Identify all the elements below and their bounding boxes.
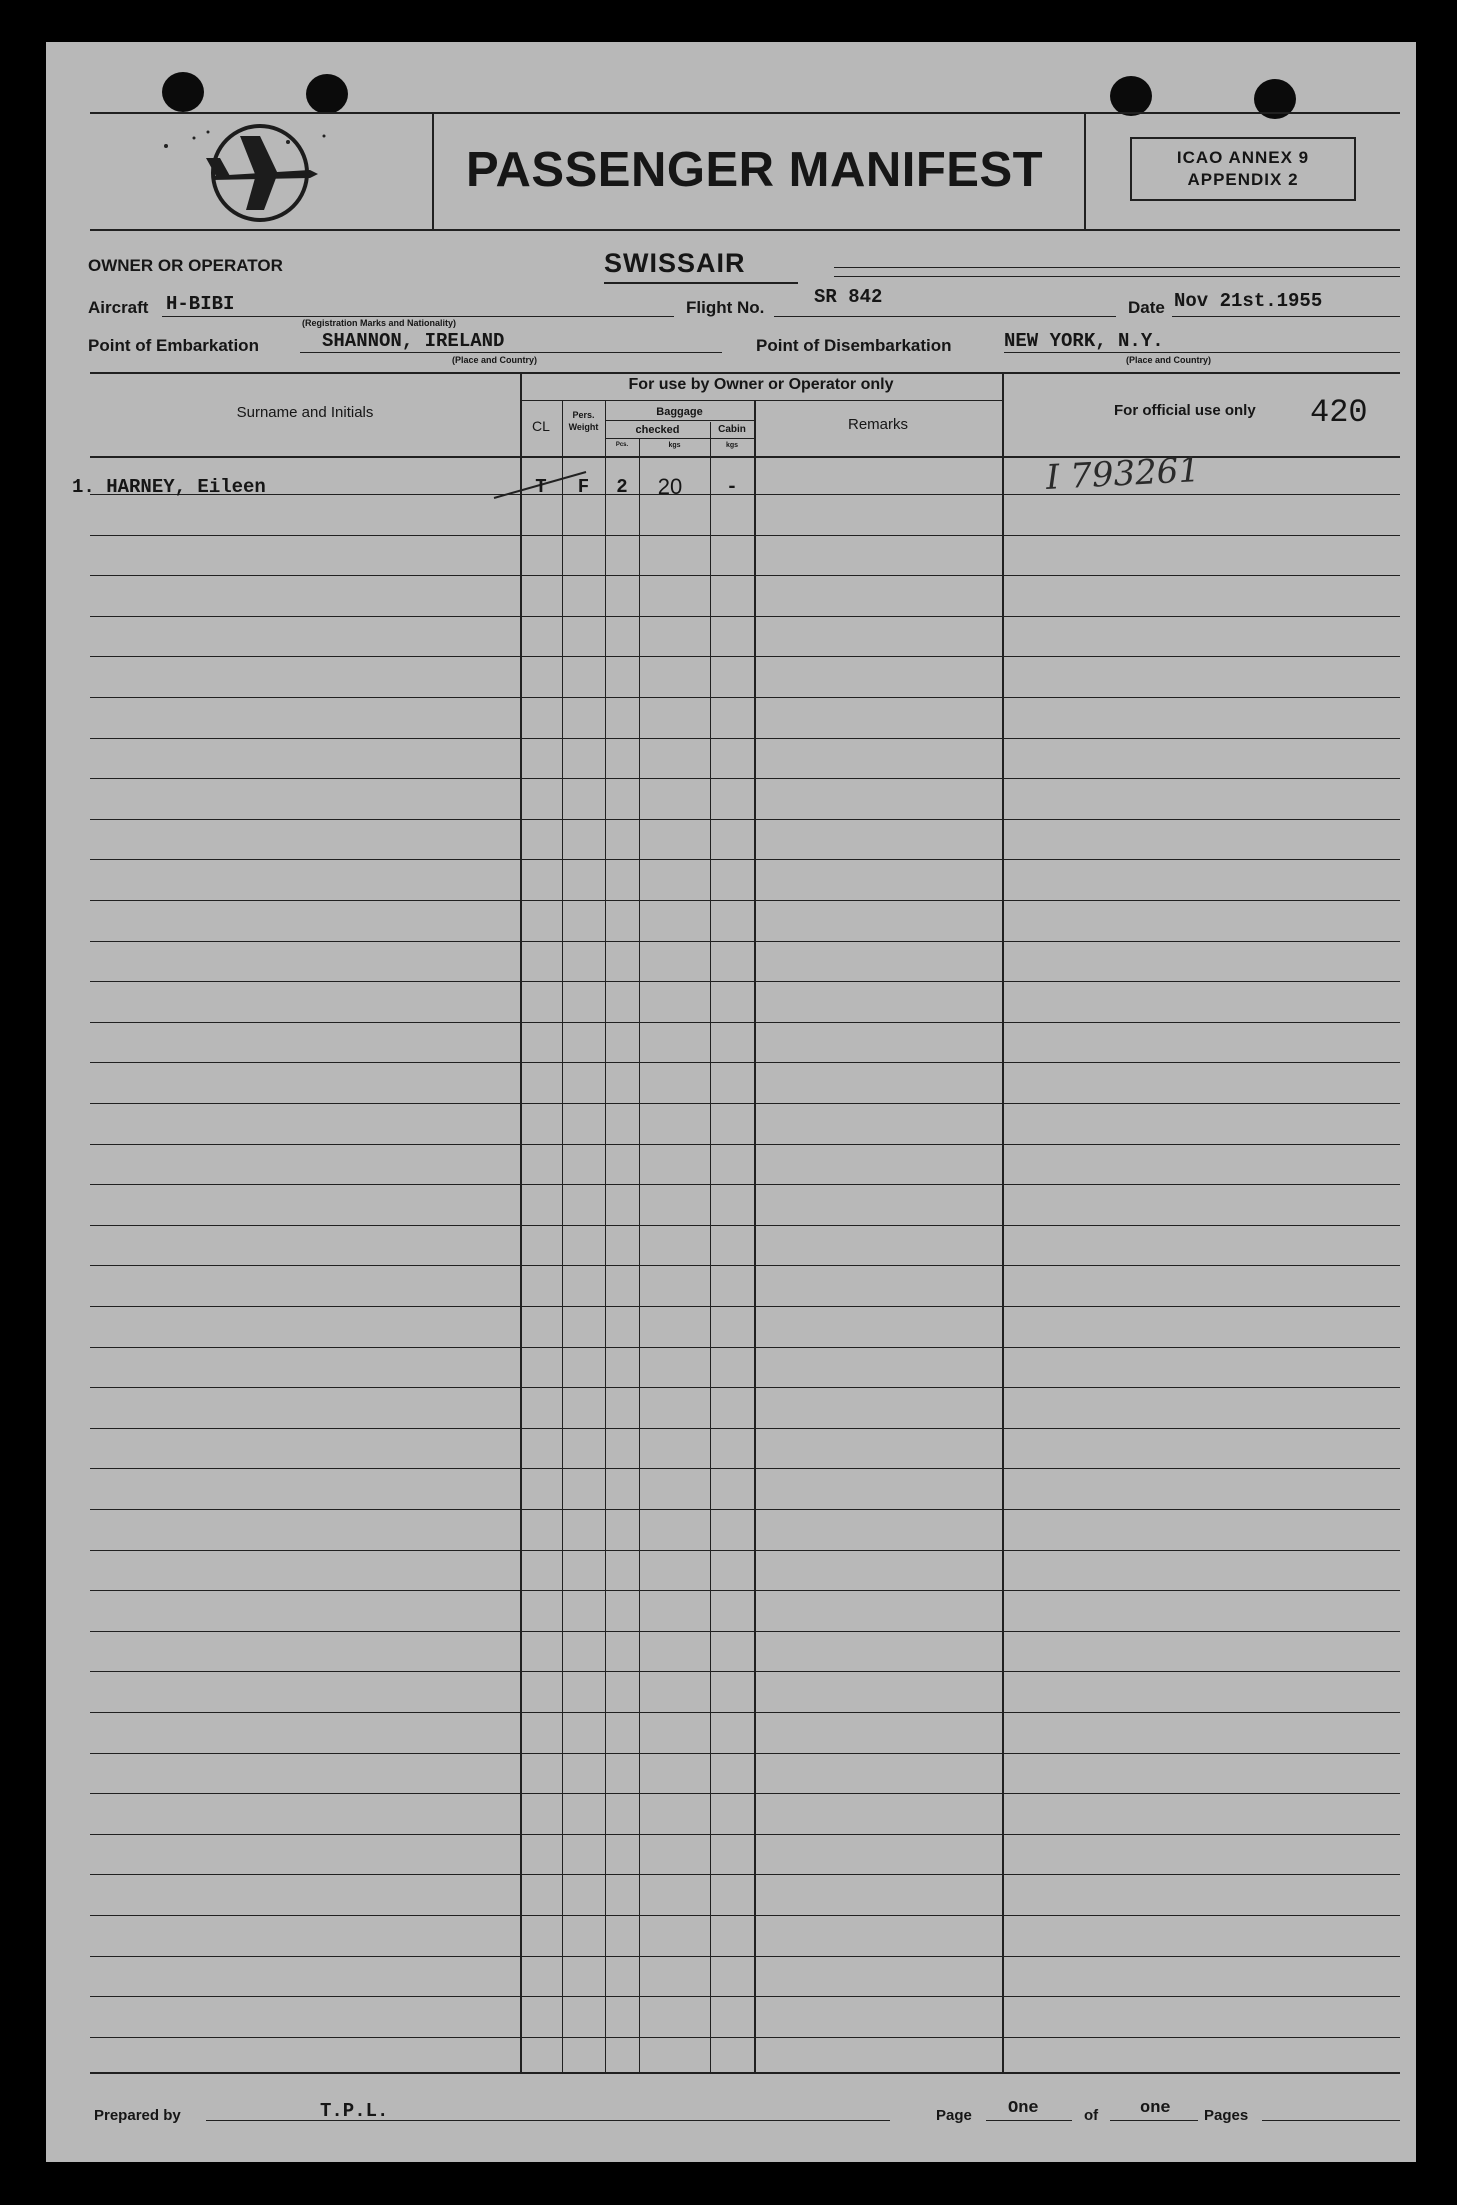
airplane-logo-icon bbox=[160, 118, 330, 228]
official-count: 420 bbox=[1310, 394, 1368, 431]
punch-hole bbox=[306, 74, 348, 114]
owner-use-header: For use by Owner or Operator only bbox=[628, 376, 894, 393]
date-value: Nov 21st.1955 bbox=[1174, 290, 1323, 312]
table-row-line bbox=[90, 1022, 1400, 1023]
page-label: Page bbox=[936, 2107, 972, 2124]
checked-header: checked bbox=[635, 424, 680, 436]
remarks-header: Remarks bbox=[847, 416, 908, 433]
table-row-line bbox=[90, 1874, 1400, 1875]
table-row-line bbox=[90, 2037, 1400, 2038]
table-row-line bbox=[90, 900, 1400, 901]
table-row-line bbox=[90, 1184, 1400, 1185]
embarkation-label: Point of Embarkation bbox=[88, 336, 259, 355]
table-row-line bbox=[90, 1834, 1400, 1835]
table-row-line bbox=[90, 778, 1400, 779]
page-title: PASSENGER MANIFEST bbox=[466, 143, 1044, 197]
prepared-by-value: T.P.L. bbox=[320, 2100, 389, 2122]
kgs-subheader: kgs bbox=[668, 442, 681, 449]
table-row-line bbox=[90, 616, 1400, 617]
table-row-line bbox=[90, 575, 1400, 576]
table-row-line bbox=[90, 1753, 1400, 1754]
registration-note: (Registration Marks and Nationality) bbox=[302, 318, 457, 328]
surname-header: Surname and Initials bbox=[236, 404, 374, 421]
passenger-cabin: - bbox=[726, 476, 738, 498]
pers-header: Pers. bbox=[572, 410, 595, 420]
table-row-line bbox=[90, 1509, 1400, 1510]
table-row-line bbox=[90, 1915, 1400, 1916]
disembarkation-label: Point of Disembarkation bbox=[756, 336, 952, 355]
flight-no-value: SR 842 bbox=[814, 286, 883, 308]
table-row-line bbox=[90, 1062, 1400, 1063]
cl-header: CL bbox=[532, 418, 550, 434]
table-row-line bbox=[90, 1793, 1400, 1794]
table-row-line bbox=[90, 1265, 1400, 1266]
table-row-line bbox=[90, 535, 1400, 536]
table-row-line bbox=[90, 697, 1400, 698]
table-row-line bbox=[90, 941, 1400, 942]
pages-label: Pages bbox=[1204, 2107, 1249, 2124]
pcs-subheader: Pcs. bbox=[615, 442, 629, 448]
flight-no-label: Flight No. bbox=[686, 298, 765, 317]
passenger-class: T bbox=[535, 476, 547, 498]
punch-hole bbox=[162, 72, 204, 112]
icao-box bbox=[1130, 137, 1356, 201]
table-row-line bbox=[90, 656, 1400, 657]
table-row-line bbox=[90, 1671, 1400, 1672]
prepared-by-label: Prepared by bbox=[94, 2107, 181, 2124]
cabin-header: Cabin bbox=[718, 424, 746, 435]
table-row-line bbox=[90, 1468, 1400, 1469]
passenger-kgs: 20 bbox=[657, 474, 683, 499]
table-row-line bbox=[90, 1631, 1400, 1632]
icao-annex: ICAO ANNEX 9 bbox=[1176, 148, 1310, 167]
page-number: One bbox=[1008, 2099, 1039, 2118]
table-row-line bbox=[90, 1144, 1400, 1145]
punch-hole bbox=[1110, 76, 1152, 116]
table-row-line bbox=[90, 1996, 1400, 1997]
table-row-line bbox=[90, 1428, 1400, 1429]
table-row-line bbox=[90, 1306, 1400, 1307]
passenger-pcs: 2 bbox=[616, 476, 628, 498]
table-row-line bbox=[90, 1712, 1400, 1713]
official-header: For official use only bbox=[1114, 402, 1256, 419]
table-row-line bbox=[90, 981, 1400, 982]
passenger-pers: F bbox=[577, 476, 590, 498]
aircraft-value: H-BIBI bbox=[166, 293, 235, 315]
embarkation-place-note: (Place and Country) bbox=[452, 355, 538, 365]
passenger-name: 1. HARNEY, Eileen bbox=[72, 476, 266, 498]
aircraft-label: Aircraft bbox=[88, 298, 149, 317]
table-row-line bbox=[90, 1956, 1400, 1957]
table-row-line bbox=[90, 819, 1400, 820]
table-row-line bbox=[90, 738, 1400, 739]
cabin-kgs-subheader: kgs bbox=[725, 442, 739, 449]
disembarkation-value: NEW YORK, N.Y. bbox=[1004, 330, 1164, 352]
of-label: of bbox=[1084, 2107, 1099, 2124]
icao-appendix: APPENDIX 2 bbox=[1187, 170, 1299, 189]
table-row-line bbox=[90, 1590, 1400, 1591]
table-row-line bbox=[90, 1550, 1400, 1551]
date-label: Date bbox=[1128, 298, 1165, 317]
table-row-line bbox=[90, 1387, 1400, 1388]
weight-header: Weight bbox=[568, 422, 599, 432]
operator-name: SWISSAIR bbox=[604, 248, 746, 278]
disembarkation-place-note: (Place and Country) bbox=[1126, 355, 1212, 365]
baggage-header: Baggage bbox=[656, 406, 703, 418]
owner-label: OWNER OR OPERATOR bbox=[88, 256, 283, 275]
table-row-line bbox=[90, 859, 1400, 860]
table-row-line bbox=[90, 1347, 1400, 1348]
total-pages: one bbox=[1140, 2099, 1171, 2118]
passenger-official-number: I 793261 bbox=[1045, 449, 1201, 499]
embarkation-value: SHANNON, IRELAND bbox=[322, 330, 505, 352]
table-row-line bbox=[90, 1225, 1400, 1226]
table-row-line bbox=[90, 1103, 1400, 1104]
